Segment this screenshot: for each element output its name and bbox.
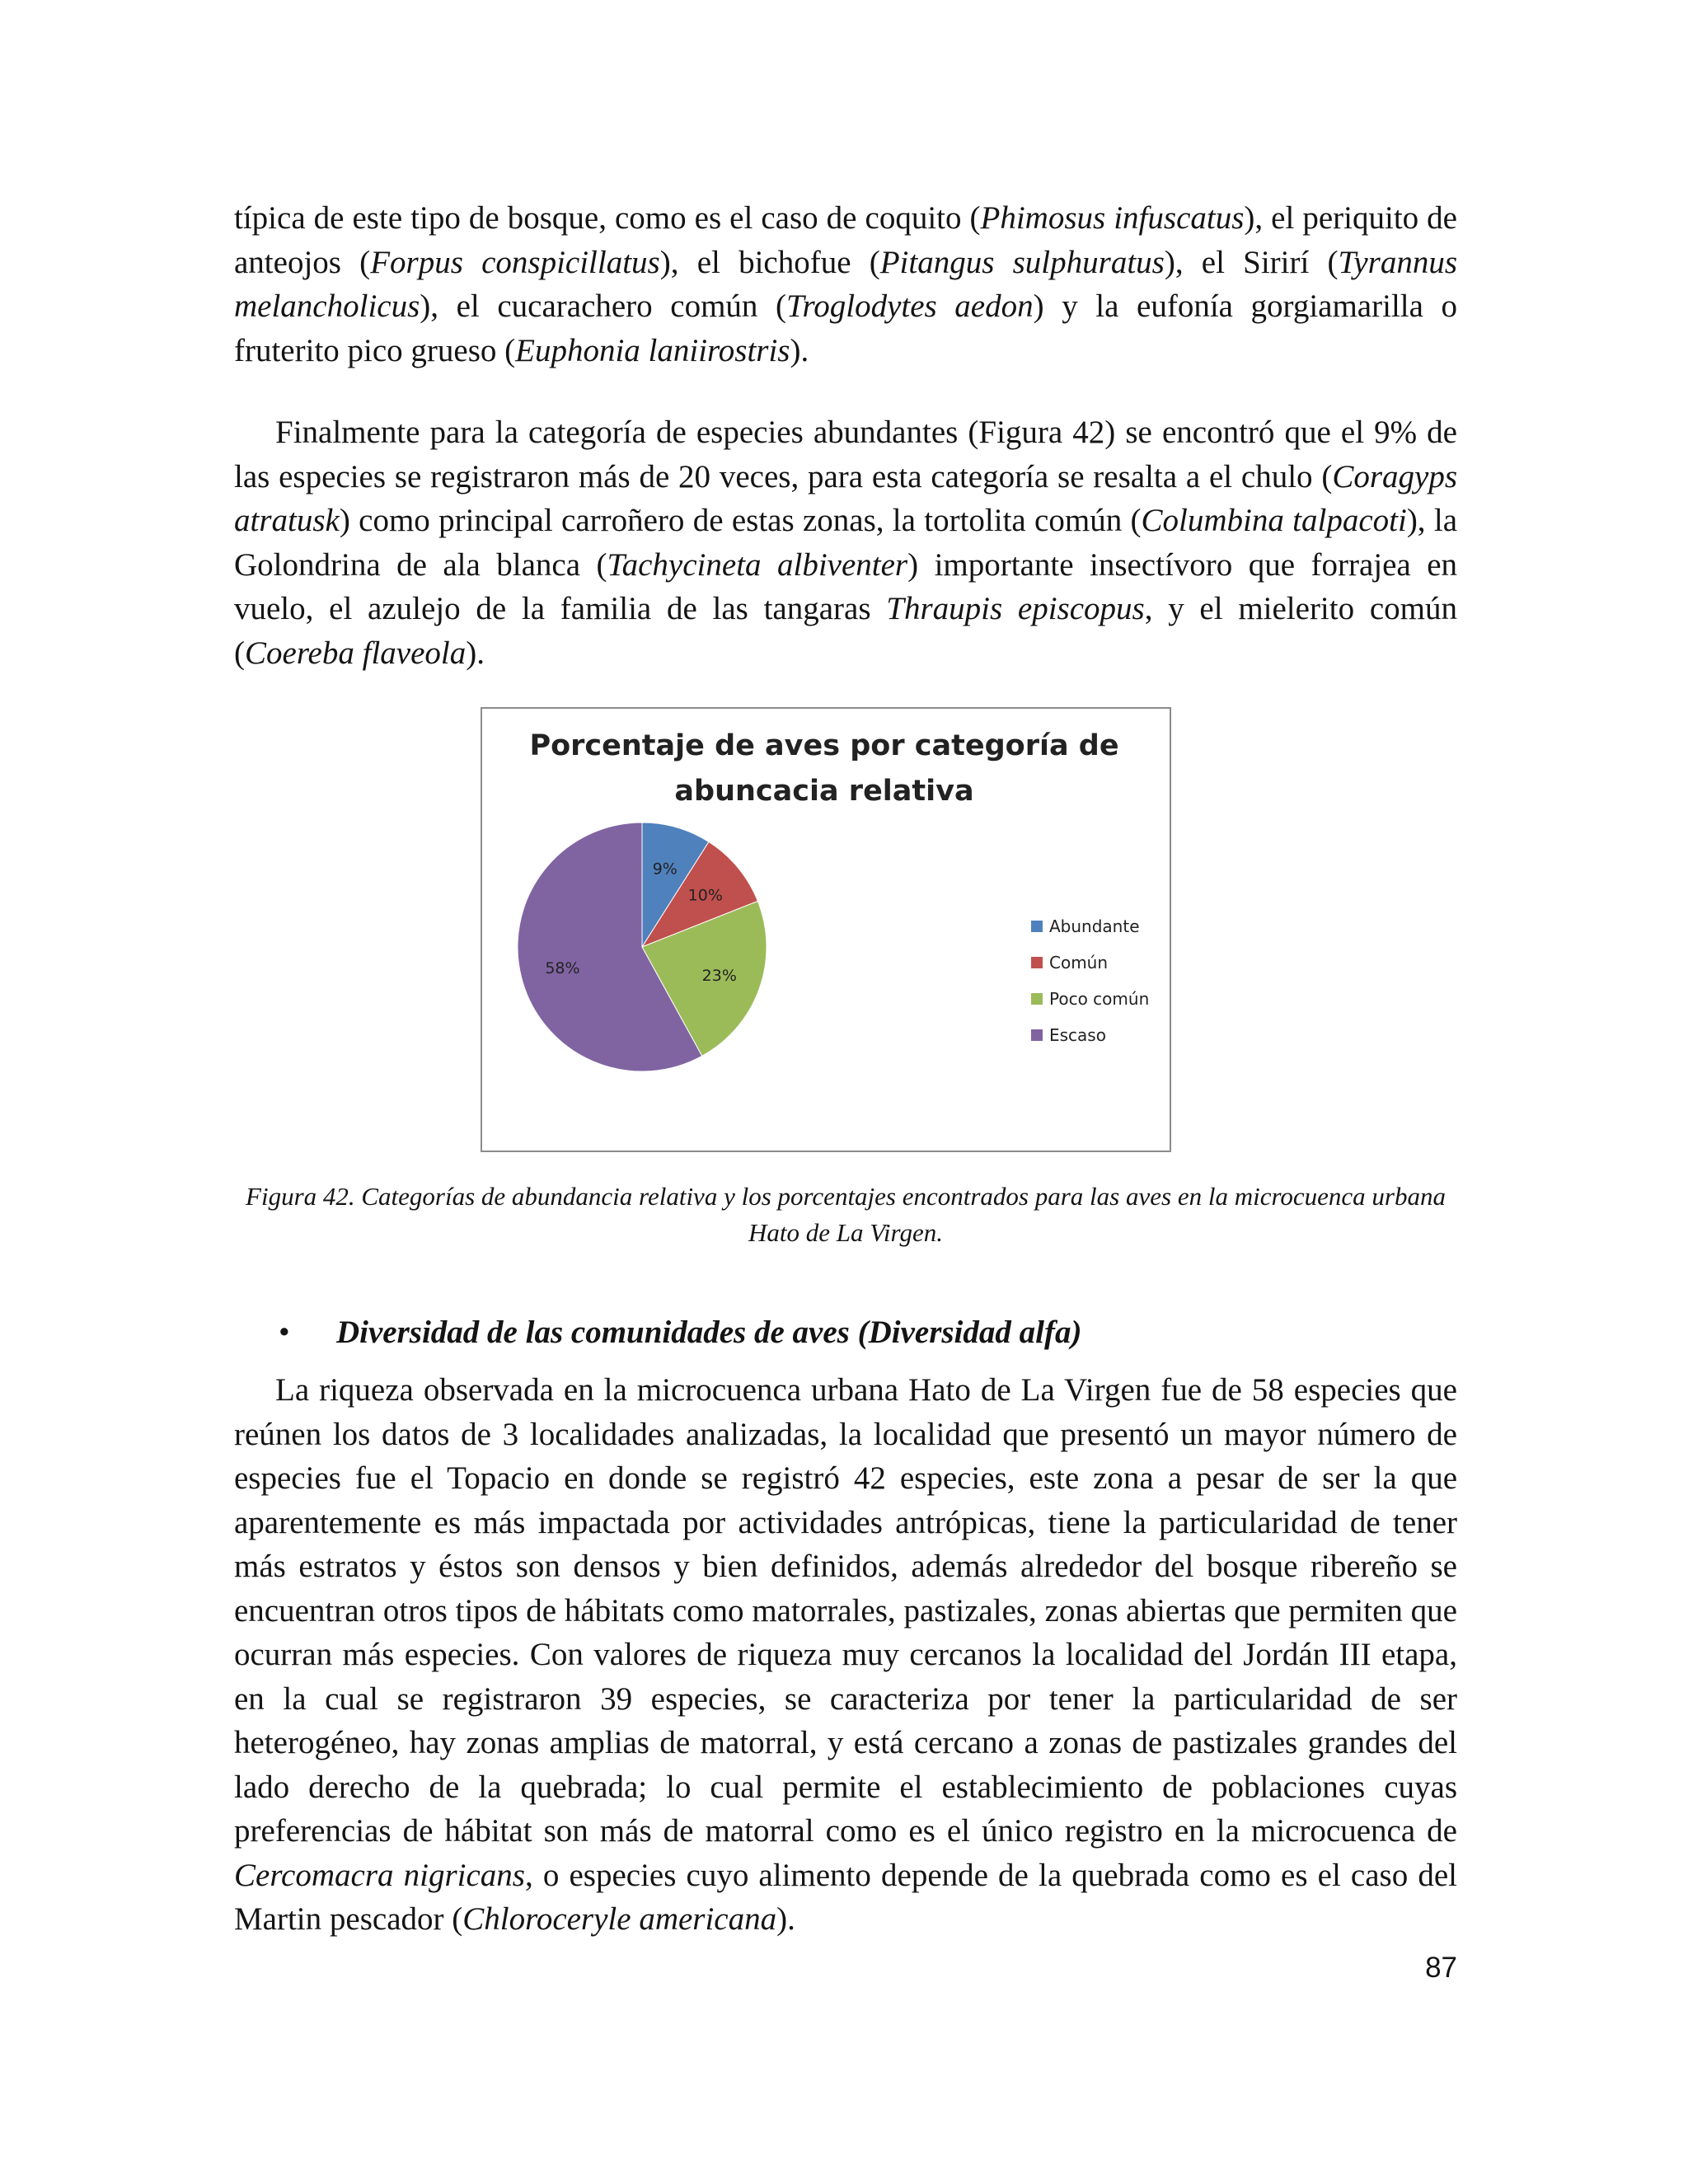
- legend-entry: Común: [1049, 953, 1109, 972]
- text-run: ), la Golondrina de ala blanca (: [234, 503, 1458, 583]
- paragraph-2: [234, 410, 1457, 675]
- text-run: ) como principal carroñero de estas zonas, la tortolita común (: [339, 503, 1142, 538]
- text-run: La riqueza observada en la microcuenca urbana Hato de La Virgen fue de 58 especies que reúnen los datos de 3 localidades analizadas, la localidad que presentó un mayor número de especies fue el Topacio en donde se registró 42 especies, este zona a pesar de ser la que aparentemente es más impactada por actividades antrópicas, tiene la particularidad de tener más estratos y éstos son densos y bien definidos, además alrededor del bosque ribereño se encuentran otros tipos de hábitats como matorrales, pastizales, zonas abiertas que permiten que ocurran más especies. Con valores de riqueza muy cercanos la localidad del Jordán III etapa, en la cual se registraron 39 especies, se caracteriza por tener la particularidad de ser heterogéneo, hay zonas amplias de matorral, y está cercano a zonas de pastizales grandes del lado derecho de la quebrada; lo cual permite el establecimiento de poblaciones cuyas preferencias de hábitat son más de matorral como es el único registro en la microcuenca de: [234, 1372, 1457, 1849]
- legend-entry: Abundante: [1049, 916, 1140, 936]
- bullet-icon: •: [279, 1315, 290, 1350]
- legend-swatch: [1031, 1029, 1043, 1041]
- text-run: ), el bichofue (: [659, 244, 880, 280]
- text-run: ), el periquito de anteojos (: [234, 200, 1457, 280]
- species-name: Coereba flaveola: [245, 635, 467, 671]
- species-name: Euphonia laniirostris: [515, 332, 790, 368]
- pie-slices: [518, 823, 767, 1071]
- paragraph-1: [234, 196, 1457, 373]
- species-name: Tyrannus melancholicus: [234, 244, 1457, 324]
- species-name: Tachycineta albiventer: [607, 546, 908, 583]
- text-run: ), el cucarachero común (: [420, 288, 786, 324]
- text-run: ), el Sirirí (: [1164, 244, 1339, 280]
- text-run: ).: [466, 635, 485, 671]
- species-name: Chloroceryle americana: [462, 1901, 777, 1937]
- paragraph-3: [234, 1368, 1457, 1942]
- species-name: Forpus conspicillatus: [370, 244, 660, 280]
- section-title: Diversidad de las comunidades de aves (Diversidad alfa): [336, 1315, 1082, 1350]
- text-run: ).: [776, 1901, 795, 1937]
- page-number: 87: [1425, 1952, 1457, 1984]
- species-name: Columbina talpacoti: [1141, 503, 1407, 538]
- species-name: Troglodytes aedon: [785, 288, 1034, 324]
- text-run: típica de este tipo de bosque, como es el caso de coquito (: [234, 200, 981, 236]
- species-name: Coragyps atratusk: [234, 458, 1457, 538]
- pie-data-label: 10%: [687, 886, 723, 905]
- text-run: ) importante insectívoro que forrajea en vuelo, el azulejo de la familia de las tangaras: [234, 546, 1458, 626]
- legend-entry: Escaso: [1049, 1025, 1106, 1045]
- pie-chart-figure: [481, 707, 1171, 1152]
- section-heading: [279, 1310, 1081, 1354]
- text-run: , y el mielerito común (: [234, 591, 1457, 671]
- species-name: Pitangus sulphuratus: [879, 244, 1165, 280]
- legend-entry: Poco común: [1049, 989, 1150, 1009]
- chart-title-line-2: abuncacia relativa: [674, 775, 974, 808]
- legend-swatch: [1031, 957, 1043, 968]
- pie-data-label: 23%: [701, 966, 737, 985]
- chart-title-line-1: Porcentaje de aves por categoría de: [529, 729, 1119, 762]
- pie-data-label: 9%: [652, 860, 678, 879]
- paragraph-abundant-species: [234, 410, 1457, 675]
- chart-legend: [1031, 916, 1149, 1045]
- paragraph-alpha-diversity: [234, 1368, 1457, 1942]
- species-name: Phimosus infuscatus: [980, 200, 1245, 236]
- paragraph-continuation: [234, 196, 1457, 373]
- pie-data-label: 58%: [545, 958, 580, 977]
- text-run: , o especies cuyo alimento depende de la quebrada como es el caso del Martin pescador (: [234, 1857, 1457, 1937]
- text-run: Finalmente para la categoría de especies abundantes (Figura 42) se encontró que el 9% de las especies se registraron más de 20 veces, para esta categoría se resalta a el chulo (: [234, 415, 1457, 494]
- text-run: ) y la eufonía gorgiamarilla o fruterito pico grueso (: [234, 288, 1458, 368]
- species-name: Cercomacra nigricans: [234, 1857, 525, 1893]
- legend-swatch: [1031, 993, 1043, 1005]
- legend-swatch: [1031, 921, 1043, 932]
- pie-chart: [482, 709, 1170, 1151]
- species-name: Thraupis episcopus: [886, 591, 1145, 626]
- text-run: ).: [790, 332, 809, 368]
- figure-caption: Figura 42. Categorías de abundancia relativa y los porcentajes encontrados para las aves en la microcuenca urbana Hato de La Virgen.: [246, 1182, 1446, 1247]
